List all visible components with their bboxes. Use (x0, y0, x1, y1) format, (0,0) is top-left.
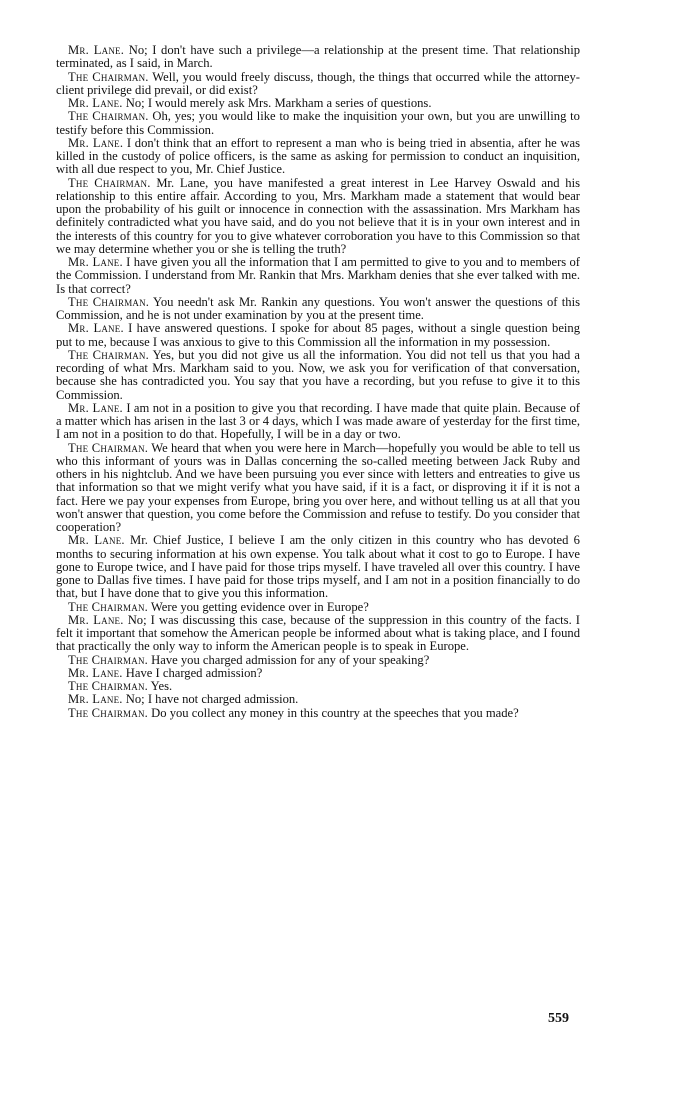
speaker-name: Mr. Lane. (68, 612, 124, 627)
transcript-paragraph (56, 137, 580, 177)
transcript-paragraph (56, 601, 580, 614)
transcript-paragraph (56, 322, 580, 349)
speech-text: We heard that when you were here in March—hopefully you would be able to tell us who this informant of yours was in Dallas concerning the so-called meeting between Jack Ruby and others in his nightclub. And we have been pursuing you ever since with letters and entreaties to give us that information so that we might verify what you have said, if it is a fact, or disproving it if it is not a fact. Here we pay your expenses from Europe, bring you over here, and without telling us at all that you won't answer that question, you come before the Commission and refuse to testify. Do you consider that cooperation? (56, 440, 580, 534)
speech-text: I have given you all the information that I am permitted to give to you and to members of the Commission. I understand from Mr. Rankin that Mrs. Markham denies that she ever talked with me. Is that correct? (56, 255, 580, 296)
transcript-paragraph (56, 402, 580, 442)
transcript-paragraph (56, 71, 580, 98)
transcript-page (56, 44, 580, 720)
speech-text: Mr. Lane, you have manifested a great interest in Lee Harvey Oswald and his relationship to this entire affair. According to you, Mrs. Markham made a statement that would bear upon the probability of his guilt or innocence in connection with the assassination. Mrs Markham has definitely contradicted what you have said, and do you not believe that it is in your own interest and in the interests of this country for you to give whatever corroboration you have to this Commission so that we may determine whether you or she is telling the truth? (56, 175, 580, 256)
transcript-paragraph (56, 256, 580, 296)
speech-text: Have I charged admission? (122, 665, 263, 680)
speaker-name: Mr. Lane. (68, 135, 124, 150)
speaker-name: The Chairman. (68, 109, 149, 124)
transcript-paragraph (56, 97, 580, 110)
speech-text: Mr. Chief Justice, I believe I am the only citizen in this country who has devoted 6 months to securing information at his own expense. You talk about what it cost to go to Europe. I have gone to Europe twice, and I have paid for those trips myself. I have traveled all over this country. I have gone to Dallas five times. I have paid for those trips myself, and I am not in a position financially to do that, but I have done that to give you this information. (56, 533, 580, 601)
speaker-name: The Chairman. (68, 69, 149, 84)
speech-text: No; I would merely ask Mrs. Markham a series of questions. (122, 96, 432, 110)
speaker-name: Mr. Lane. (68, 692, 123, 707)
speaker-name: The Chairman. (68, 679, 148, 693)
transcript-paragraph (56, 296, 580, 323)
transcript-paragraph (56, 680, 580, 693)
speech-text: You needn't ask Mr. Rankin any questions. You won't answer the questions of this Commission, and he is not under examination by you at the present time. (56, 294, 580, 322)
speech-text: Were you getting evidence over in Europe? (148, 599, 369, 614)
speaker-name: The Chairman. (68, 347, 149, 362)
page-number: 559 (548, 1011, 569, 1026)
speech-text: No; I have not charged admission. (122, 692, 299, 707)
transcript-paragraph (56, 177, 580, 257)
transcript-paragraph (56, 667, 580, 680)
speaker-name: The Chairman. (68, 652, 148, 667)
speech-text: Do you collect any money in this country at the speeches that you made? (148, 705, 519, 720)
transcript-paragraph (56, 693, 580, 706)
speech-text: No; I was discussing this case, because of the suppression in this country of the facts. I felt it important that somehow the American people be informed about what is taking place, and I found that practically the only way to inform the American people is to speak in Europe. (56, 612, 581, 654)
transcript-paragraph (56, 614, 580, 654)
speaker-name: The Chairman. (68, 175, 151, 190)
speech-text: Well, you would freely discuss, though, the things that occurred while the attorney-client privilege did prevail, or did exist? (56, 69, 580, 97)
speaker-name: Mr. Lane. (68, 400, 123, 415)
speaker-name: Mr. Lane. (68, 665, 123, 680)
speech-text: Yes. (148, 679, 173, 693)
speaker-name: The Chairman. (68, 440, 149, 455)
speaker-name: Mr. Lane. (68, 321, 124, 336)
transcript-paragraph (56, 707, 580, 720)
transcript-paragraph (56, 349, 580, 402)
transcript-paragraph (56, 654, 580, 667)
transcript-paragraph (56, 44, 580, 71)
speech-text: I don't think that an effort to represent a man who is being tried in absentia, after he was killed in the custody of police officers, is the same as asking for permission to conduct an inquisition, with all due respect to you, Mr. Chief Justice. (56, 135, 580, 177)
speech-text: Yes, but you did not give us all the information. You did not tell us that you had a recording of what Mrs. Markham said to you. Now, we ask you for verification of that conversation, because she has contradicted you. You say that you have a recording, but you refuse to give it to this Commission. (56, 347, 580, 402)
transcript-paragraph (56, 534, 580, 600)
speech-text: Oh, yes; you would like to make the inquisition your own, but you are unwilling to testify before this Commission. (56, 109, 580, 137)
speaker-name: Mr. Lane. (68, 43, 125, 57)
speech-text: I have answered questions. I spoke for about 85 pages, without a single question being put to me, because I was anxious to give to this Commission all the information in my possession. (56, 321, 581, 349)
transcript-paragraph (56, 110, 580, 137)
speaker-name: The Chairman. (68, 705, 148, 720)
speech-text: No; I don't have such a privilege—a relationship at the present time. That relationship terminated, as I said, in March. (56, 43, 580, 71)
transcript-paragraph (56, 442, 580, 535)
speaker-name: The Chairman. (68, 294, 150, 309)
speech-text: I am not in a position to give you that recording. I have made that quite plain. Because of a matter which has arisen in the last 3 or 4 days, which I was made aware of yesterday for the first time, I am not in a position to do that. Hopefully, I will be in a day or two. (56, 400, 581, 442)
speech-text: Have you charged admission for any of your speaking? (148, 652, 430, 667)
speaker-name: Mr. Lane. (68, 96, 123, 110)
speaker-name: The Chairman. (68, 599, 148, 614)
speaker-name: Mr. Lane. (68, 255, 123, 269)
speaker-name: Mr. Lane. (68, 533, 125, 548)
